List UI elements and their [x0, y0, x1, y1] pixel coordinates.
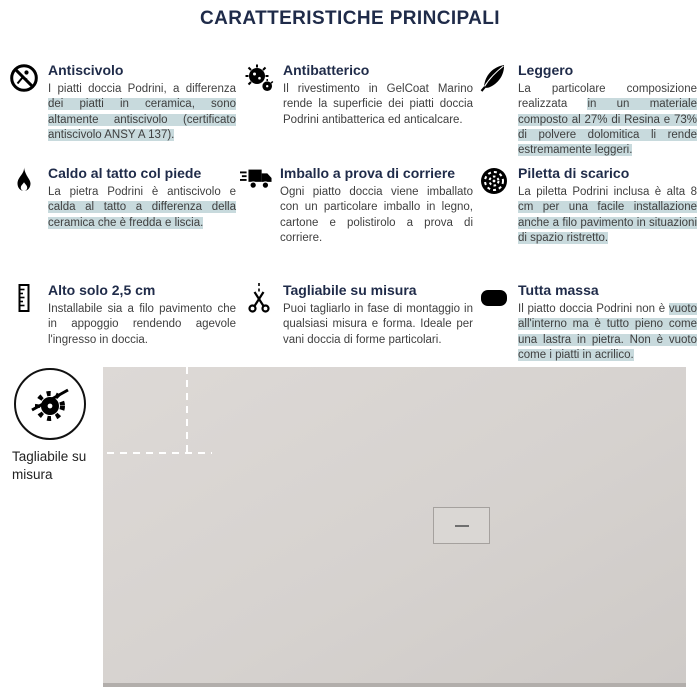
feature-description: Il rivestimento in GelCoat Marino rende la superficie dei piatti doccia Podrini antibatterica ed anticalcare.	[283, 83, 473, 126]
feature-title: Tutta massa	[518, 282, 599, 298]
shower-tray-image	[103, 367, 686, 687]
feature-caldo-al-tatto	[8, 165, 236, 231]
feature-description: Installabile sia a filo pavimento che in appoggio rendendo agevole l'ingresso in doccia.	[48, 303, 236, 346]
feature-piletta	[478, 165, 697, 246]
feature-antiscivolo	[8, 62, 236, 143]
solid-slab-icon	[478, 282, 510, 363]
feature-description: Ogni piatto doccia viene imballato con un particolare imballo in legno, cartone e polistirolo a prova di corriere.	[280, 186, 473, 244]
delivery-truck-icon	[240, 165, 272, 246]
bacteria-icon	[243, 62, 275, 128]
feature-description: La piletta Podrini inclusa è alta 8 cm per una facile installazione anche a filo pavimento in situazioni di spazio ristretto.	[518, 186, 697, 244]
feature-description: La pietra Podrini è antiscivolo e calda al tatto a differenza della ceramica che è fredda e liscia.	[48, 186, 236, 229]
feature-imballo	[240, 165, 473, 246]
drain-cover	[433, 507, 490, 544]
cut-badge-label: Tagliabile su misura	[12, 449, 87, 483]
feature-tutta-massa	[478, 282, 697, 363]
circular-saw-icon	[27, 379, 73, 430]
feature-title: Imballo a prova di corriere	[280, 165, 456, 181]
scissors-icon	[243, 282, 275, 348]
feature-description: La particolare composizione realizzata in un materiale composto al 27% di Resina e 73% di polvere dolomitica li rende estremamente leggeri.	[518, 83, 697, 157]
feature-title: Caldo al tatto col piede	[48, 165, 202, 181]
feature-title: Antibatterico	[283, 62, 370, 78]
feature-title: Antiscivolo	[48, 62, 124, 78]
feature-title: Alto solo 2,5 cm	[48, 282, 156, 298]
feature-title: Tagliabile su misura	[283, 282, 417, 298]
feather-icon	[478, 62, 510, 158]
feature-title: Leggero	[518, 62, 574, 78]
feature-description: Puoi tagliarlo in fase di montaggio in qualsiasi misura e forma. Ideale per vani doccia di forme particolari.	[283, 303, 473, 346]
page-title: CARATTERISTICHE PRINCIPALI	[200, 8, 500, 29]
ruler-icon	[8, 282, 40, 348]
no-slip-icon	[8, 62, 40, 143]
drain-icon	[478, 165, 510, 246]
feature-alto-25cm	[8, 282, 236, 348]
feature-tagliabile	[243, 282, 473, 348]
cut-line-horizontal	[107, 452, 212, 454]
feature-leggero	[478, 62, 697, 158]
cut-line-vertical	[186, 367, 188, 453]
drain-cover-handle	[455, 525, 469, 527]
feature-description: I piatti doccia Podrini, a differenza dei piatti in ceramica, sono altamente antiscivolo (certificato antiscivolo ANSY A 137).	[48, 83, 236, 141]
feature-title: Piletta di scarico	[518, 165, 630, 181]
flame-icon	[8, 165, 40, 231]
cut-badge	[14, 368, 86, 440]
feature-description: Il piatto doccia Podrini non è vuoto all'interno ma è tutto pieno come una lastra in pietra. Non è vuoto come i piatti in acrilico.	[518, 303, 697, 361]
feature-antibatterico	[243, 62, 473, 128]
